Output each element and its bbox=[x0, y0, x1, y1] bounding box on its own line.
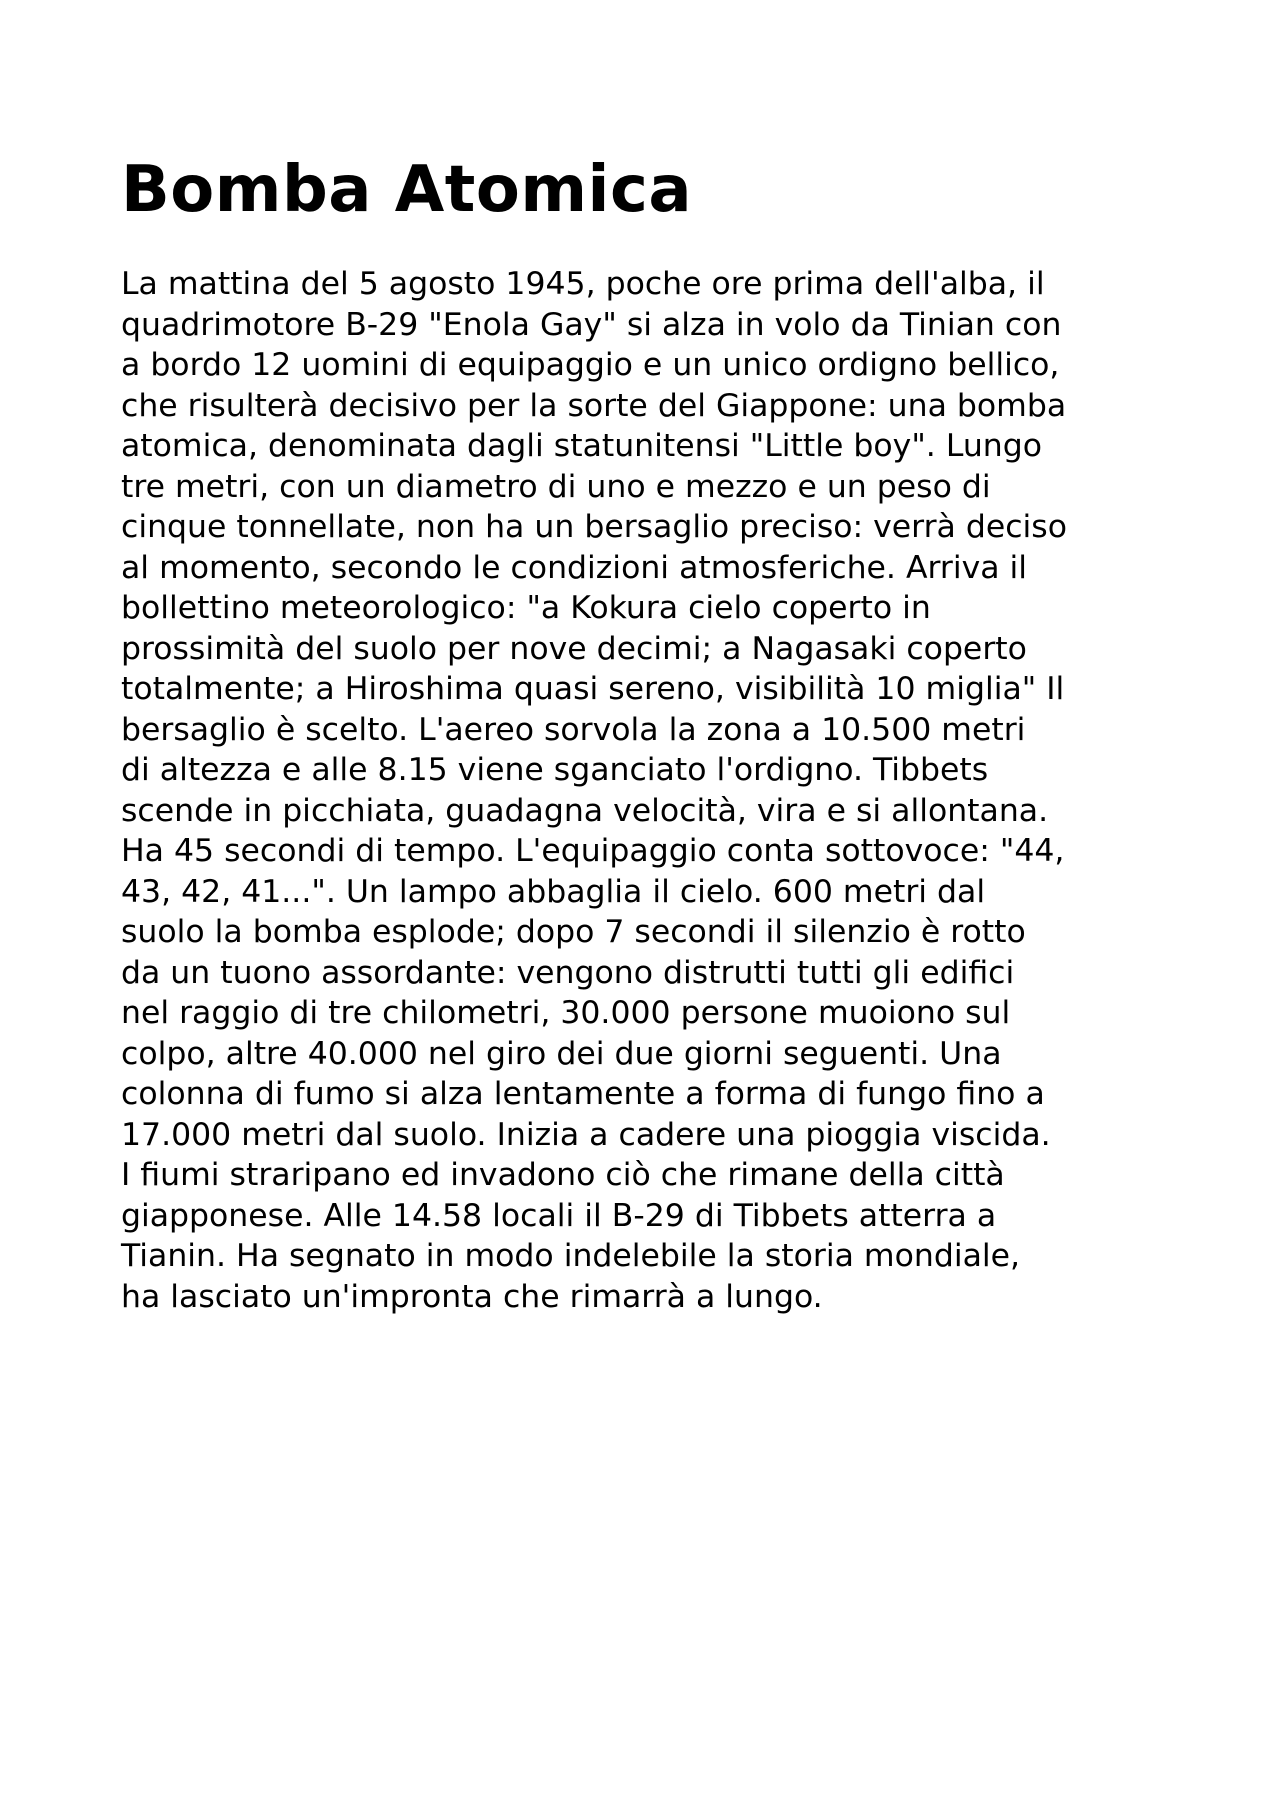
document-body-paragraph: La mattina del 5 agosto 1945, poche ore prima dell'alba, il quadrimotore B-29 "Enola Gay" si alza in volo da Tinian con a bordo 12 uomini di equipaggio e un unico ordigno bellico, che risulterà decisivo per la sorte del Giappone: una bomba atomica, denominata dagli statunitensi "Little boy". Lungo tre metri, con un diametro di uno e mezzo e un peso di cinque tonnellate, non ha un bersaglio preciso: verrà deciso al momento, secondo le condizioni atmosferiche. Arriva il bollettino meteorologico: "a Kokura cielo coperto in prossimità del suolo per nove decimi; a Nagasaki coperto totalmente; a Hiroshima quasi sereno, visibilità 10 miglia" Il bersaglio è scelto. L'aereo sorvola la zona a 10.500 metri di altezza e alle 8.15 viene sganciato l'ordigno. Tibbets scende in picchiata, guadagna velocità, vira e si allontana. Ha 45 secondi di tempo. L'equipaggio conta sottovoce: "44, 43, 42, 41...". Un lampo abbaglia il cielo. 600 metri dal suolo la bomba esplode; dopo 7 secondi il silenzio è rotto da un tuono assordante: vengono distrutti tutti gli edifici nel raggio di tre chilometri, 30.000 persone muoiono sul colpo, altre 40.000 nel giro dei due giorni seguenti. Una colonna di fumo si alza lentamente a forma di fungo fino a 17.000 metri dal suolo. Inizia a cadere una pioggia viscida. I fiumi straripano ed invadono ciò che rimane della città giapponese. Alle 14.58 locali il B-29 di Tibbets atterra a Tianin. Ha segnato in modo indelebile la storia mondiale, ha lasciato un'impronta che rimarrà a lungo. bbox=[121, 266, 1067, 1315]
document-title: Bomba Atomica bbox=[121, 153, 693, 227]
document-page bbox=[121, 150, 1181, 1317]
